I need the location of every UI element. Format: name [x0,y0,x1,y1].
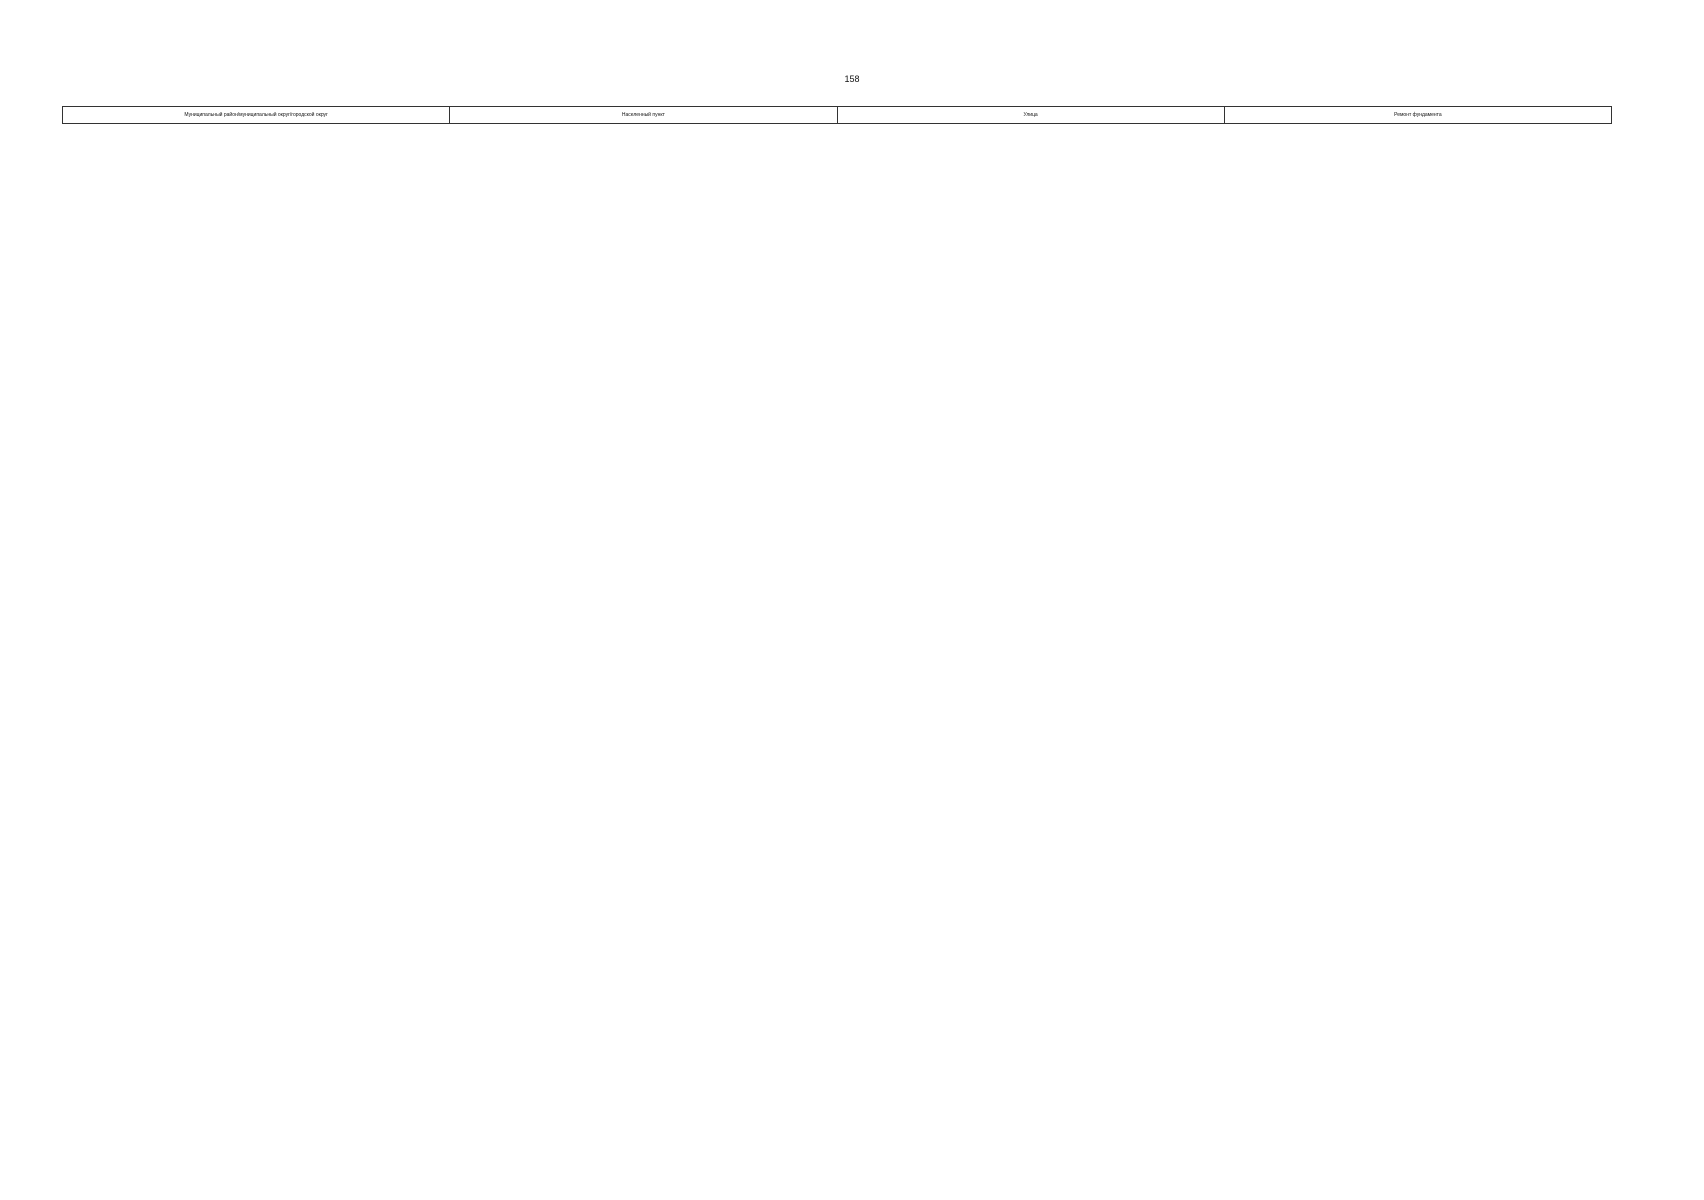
header-municipal-district: Муниципальный район/муниципальный округ/городской округ [63,107,450,124]
page-number: 158 [844,74,860,84]
header-locality: Населенный пункт [450,107,837,124]
header-street: Улица [837,107,1224,124]
capital-repair-register-table [62,106,1612,124]
table-header-row [63,107,1612,124]
header-foundation: Ремонт фундамента [1224,107,1611,124]
